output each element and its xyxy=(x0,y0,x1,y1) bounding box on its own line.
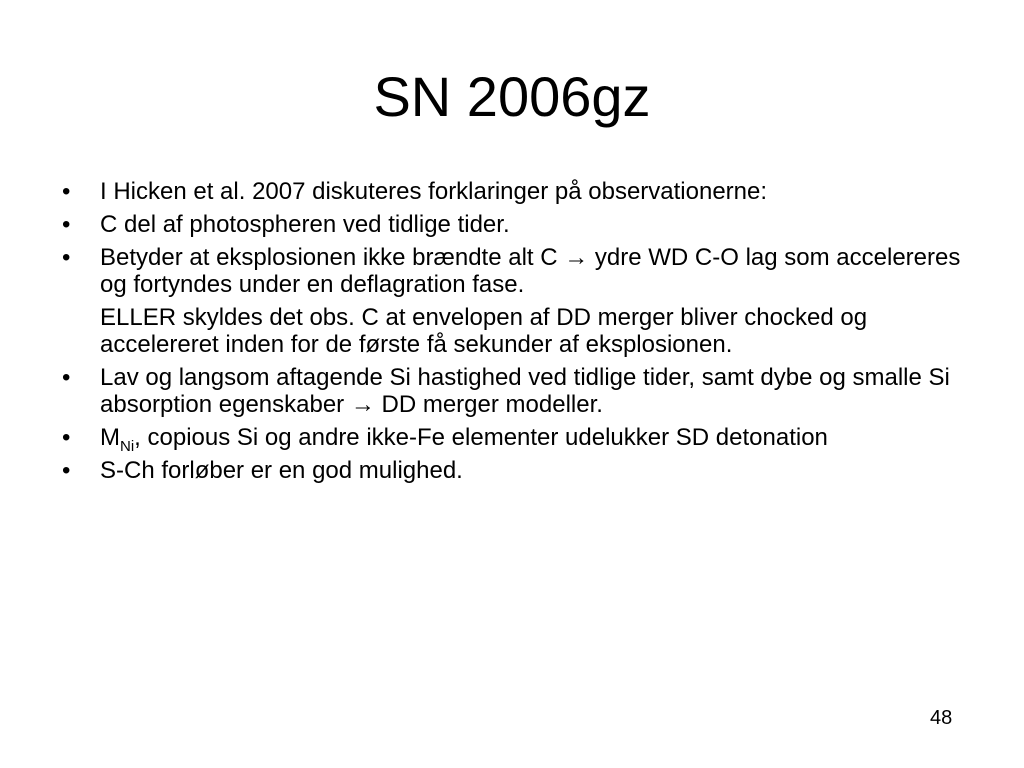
bullet-item xyxy=(62,211,962,238)
bullet-text: Betyder at eksplosionen ikke brændte alt C → ydre WD C-O lag som accelereres og fortyndes under en deflagration fase. xyxy=(100,244,961,298)
bullet-text: , copious Si og andre ikke-Fe elementer udelukker SD detonation xyxy=(134,424,828,451)
mni-subscript: Ni xyxy=(120,438,135,455)
bullet-text: S-Ch forløber er en god mulighed. xyxy=(100,457,463,484)
bullet-dot-icon: • xyxy=(62,244,71,271)
bullet-dot-icon: • xyxy=(62,211,71,238)
bullet-dot-icon: • xyxy=(62,457,71,484)
bullet-dot-icon: • xyxy=(62,424,71,451)
bullet-text: I Hicken et al. 2007 diskuteres forklaringer på observationerne: xyxy=(100,178,768,205)
bullet-text: C del af photospheren ved tidlige tider. xyxy=(100,211,510,238)
bullet-item xyxy=(62,424,962,455)
bullet-item xyxy=(62,244,962,298)
bullet-item xyxy=(62,178,962,205)
bullet-dot-icon: • xyxy=(62,178,71,205)
bullet-dot-icon: • xyxy=(62,364,71,391)
page-number: 48 xyxy=(930,707,953,729)
mni-symbol: M xyxy=(100,424,120,451)
bullet-list xyxy=(62,178,962,490)
slide-title: SN 2006gz xyxy=(373,65,651,128)
bullet-item xyxy=(62,364,962,418)
continuation-paragraph xyxy=(62,304,962,358)
bullet-text: ELLER skyldes det obs. C at envelopen af DD merger bliver chocked og accelereret inden for de første få sekunder af eksplosionen. xyxy=(100,304,868,358)
bullet-text: Lav og langsom aftagende Si hastighed ved tidlige tider, samt dybe og smalle Si absorption egenskaber → DD merger modeller. xyxy=(100,364,950,418)
bullet-item xyxy=(62,457,962,484)
